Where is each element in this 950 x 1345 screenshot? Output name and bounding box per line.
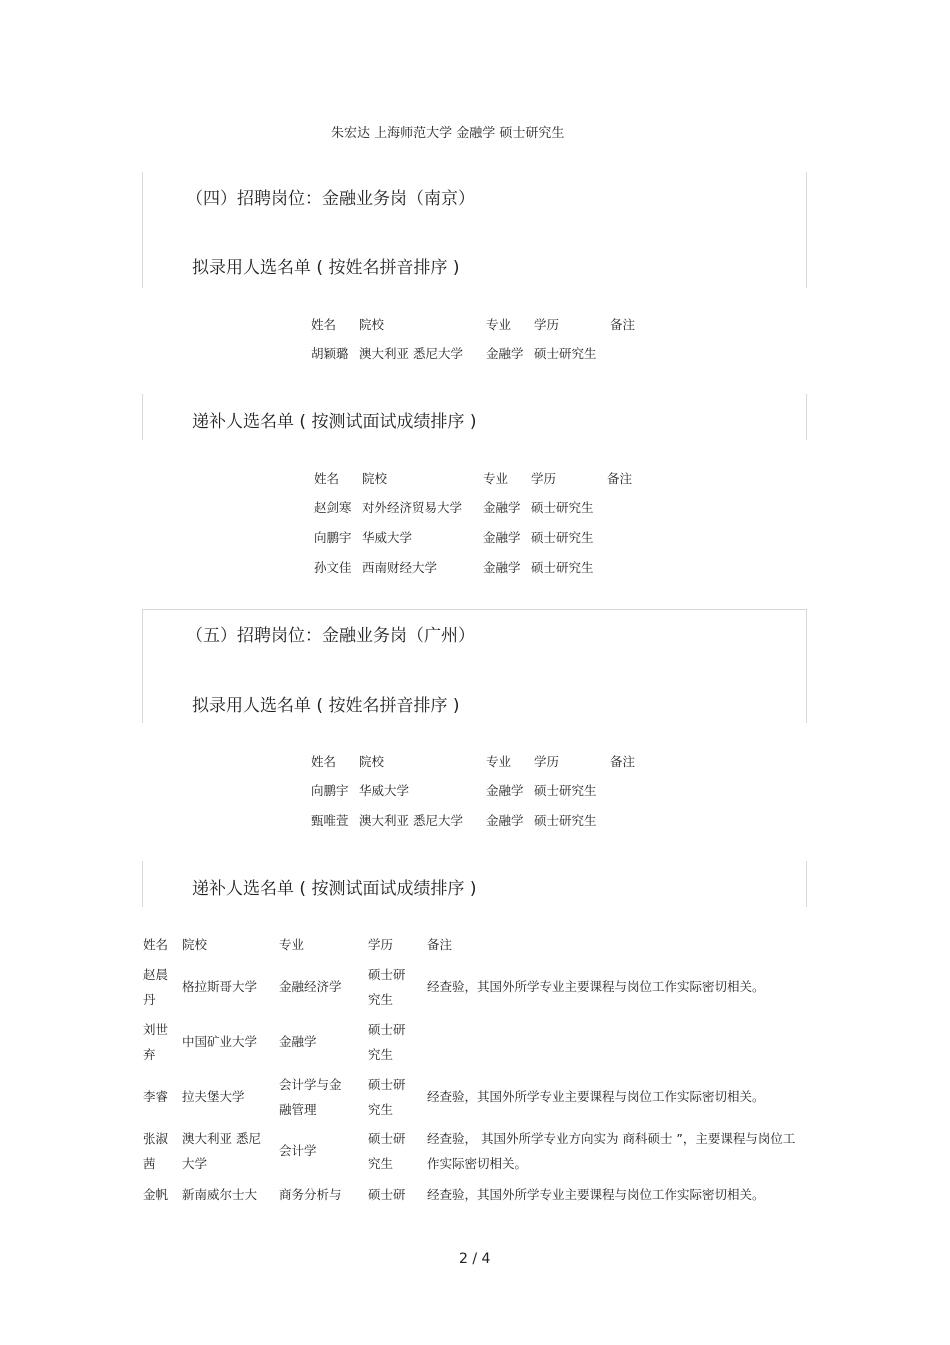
col-major-header: 专业: [483, 471, 509, 486]
frame-right-border: [806, 394, 807, 440]
table-cell-school: 对外经济贸易大学: [362, 500, 463, 515]
table-cell-note: 经查验，其国外所学专业主要课程与岗位工作实际密切相关。: [427, 979, 765, 994]
col-name-header: 姓名: [311, 317, 337, 332]
table-cell-name: 赵剑寒: [314, 500, 352, 515]
table-cell-note: 经查验，其国外所学专业主要课程与岗位工作实际密切相关。: [427, 1187, 765, 1202]
frame-right-border: [806, 861, 807, 907]
col-note-header: 备注: [427, 937, 453, 952]
table-cell-name: 张淑茜: [143, 1131, 169, 1171]
table-cell-major: 金融学: [486, 813, 524, 828]
col-degree-header: 学历: [534, 754, 560, 769]
col-major-header: 专业: [279, 937, 305, 952]
table-cell-name: 刘世弃: [143, 1022, 169, 1062]
col-school-header: 院校: [182, 937, 208, 952]
table-cell-note: 经查验， 其国外所学专业方向实为 商科硕士 ”，主要课程与岗位工作实际密切相关。: [427, 1131, 796, 1171]
table-cell-degree: 硕士研究生: [534, 346, 597, 361]
table-cell-school: 拉夫堡大学: [182, 1089, 245, 1104]
col-degree-header: 学历: [534, 317, 560, 332]
section4-alt-heading: 递补人选名单 ( 按测试面试成绩排序 ): [192, 412, 477, 432]
table-cell-school: 格拉斯哥大学: [182, 979, 258, 994]
table-cell-school: 中国矿业大学: [182, 1034, 258, 1049]
table-cell-degree: 硕士研究生: [368, 1077, 406, 1117]
table-cell-school: 澳大利亚 悉尼大学: [359, 813, 463, 828]
section5-title: （五）招聘岗位：金融业务岗（广州）: [186, 626, 475, 646]
table-cell-major: 金融学: [483, 530, 521, 545]
table-cell-degree: 硕士研: [368, 1187, 406, 1202]
col-name-header: 姓名: [143, 937, 169, 952]
section5-hire-heading: 拟录用人选名单 ( 按姓名拼音排序 ): [192, 696, 460, 716]
table-cell-name: 向鹏宇: [311, 783, 349, 798]
table-cell-school: 澳大利亚 悉尼大学: [359, 346, 463, 361]
table-cell-name: 甄唯萱: [311, 813, 349, 828]
col-major-header: 专业: [486, 317, 512, 332]
table-cell-name: 向鹏宇: [314, 530, 352, 545]
col-degree-header: 学历: [531, 471, 557, 486]
top-line: 朱宏达 上海师范大学 金融学 硕士研究生: [331, 126, 565, 141]
col-note-header: 备注: [610, 317, 636, 332]
frame-left-border: [142, 172, 143, 288]
section4-title: （四）招聘岗位：金融业务岗（南京）: [186, 189, 475, 209]
frame-left-border: [142, 609, 143, 723]
col-school-header: 院校: [362, 471, 388, 486]
col-school-header: 院校: [359, 317, 385, 332]
col-school-header: 院校: [359, 754, 385, 769]
col-note-header: 备注: [607, 471, 633, 486]
table-cell-name: 赵晨丹: [143, 967, 169, 1007]
table-cell-degree: 硕士研究生: [531, 530, 594, 545]
table-cell-school: 华威大学: [362, 530, 413, 545]
table-cell-degree: 硕士研究生: [368, 1022, 406, 1062]
col-major-header: 专业: [486, 754, 512, 769]
table-cell-degree: 硕士研究生: [531, 560, 594, 575]
section5-alt-heading: 递补人选名单 ( 按测试面试成绩排序 ): [192, 879, 477, 899]
table-cell-name: 金帆: [143, 1187, 169, 1202]
col-name-header: 姓名: [311, 754, 337, 769]
table-cell-name: 李睿: [143, 1089, 169, 1104]
page-number: 2 / 4: [459, 1251, 491, 1267]
frame-left-border: [142, 861, 143, 907]
table-cell-name: 胡颖璐: [311, 346, 349, 361]
table-cell-degree: 硕士研究生: [368, 1131, 406, 1171]
frame-top-border: [142, 609, 807, 610]
frame-right-border: [806, 172, 807, 288]
table-cell-school: 西南财经大学: [362, 560, 438, 575]
table-cell-major: 金融学: [279, 1034, 317, 1049]
table-cell-major: 商务分析与: [279, 1187, 342, 1202]
table-cell-major: 金融学: [486, 346, 524, 361]
table-cell-school: 澳大利亚 悉尼大学: [182, 1131, 261, 1171]
table-cell-note: 经查验，其国外所学专业主要课程与岗位工作实际密切相关。: [427, 1089, 765, 1104]
table-cell-major: 金融学: [483, 560, 521, 575]
table-cell-major: 会计学: [279, 1143, 317, 1158]
table-cell-major: 金融学: [483, 500, 521, 515]
table-cell-degree: 硕士研究生: [534, 813, 597, 828]
table-cell-school: 华威大学: [359, 783, 410, 798]
frame-right-border: [806, 609, 807, 723]
table-cell-name: 孙文佳: [314, 560, 352, 575]
table-cell-major: 会计学与金融管理: [279, 1077, 342, 1117]
col-name-header: 姓名: [314, 471, 340, 486]
table-cell-major: 金融学: [486, 783, 524, 798]
frame-left-border: [142, 394, 143, 440]
table-cell-degree: 硕士研究生: [531, 500, 594, 515]
table-cell-degree: 硕士研究生: [534, 783, 597, 798]
table-cell-school: 新南威尔士大: [182, 1187, 258, 1202]
table-cell-degree: 硕士研究生: [368, 967, 406, 1007]
col-degree-header: 学历: [368, 937, 394, 952]
col-note-header: 备注: [610, 754, 636, 769]
table-cell-major: 金融经济学: [279, 979, 342, 994]
section4-hire-heading: 拟录用人选名单 ( 按姓名拼音排序 ): [192, 258, 460, 278]
